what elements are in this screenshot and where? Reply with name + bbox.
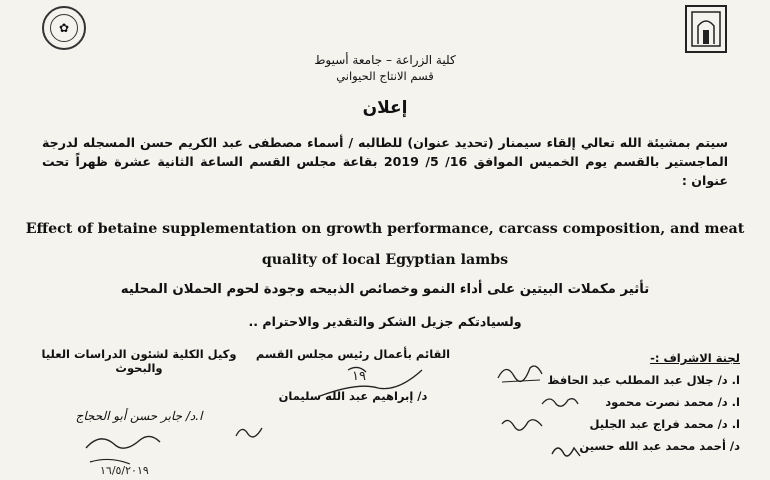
supervising-committee — [450, 347, 740, 457]
page-title: إعلان — [362, 98, 408, 118]
committee-signature-4 — [548, 440, 584, 462]
head-of-department-title: القائم بأعمال رئيس مجلس القسم — [255, 347, 451, 361]
head-of-department-signature — [318, 362, 428, 402]
faculty-university-name: كلية الزراعة – جامعة أسيوط — [314, 53, 456, 67]
committee-member: د/ أحمد محمد عبد الله حسين — [579, 439, 740, 453]
committee-member: ا. د/ محمد نصرت محمود — [605, 395, 740, 409]
seal-emblem-icon: ✿ — [50, 14, 78, 42]
committee-signature-2 — [540, 392, 580, 412]
announcement-body: سيتم بمشيئة الله تعالي إلقاء سيمنار (تحديد عنوان) للطالبه / أسماء مصطفى عبد الكريم حسن المسجله لدرجة الماجستير بالقسم يوم الخميس الموافق 16/ 5/ 2019 بقاعة مجلس القسم الساعة الثانية عشرة ظهراً تحت عنوان : — [42, 135, 729, 188]
vice-dean-handwritten-date: ١٦/٥/٢٠١٩ — [100, 464, 149, 477]
committee-member: ا. د/ محمد فراج عبد الجليل — [589, 417, 740, 431]
header — [0, 52, 770, 84]
vice-dean-signature — [80, 428, 190, 478]
vice-dean-title: وكيل الكلية لشئون الدراسات العليا والبحوث — [41, 347, 237, 375]
faculty-logo — [684, 4, 728, 54]
vice-dean-name: ا.د/ جابر حسن أبو الحجاج — [75, 409, 203, 423]
committee-member: ا. د/ جلال عبد المطلب عبد الحافظ — [547, 373, 740, 387]
closing-line: ولسيادتكم جزيل الشكر والتقدير والاحترام .. — [248, 314, 522, 329]
vice-dean-block — [34, 347, 244, 423]
head-of-department-name: د/ إبراهيم عبد الله سليمان — [278, 389, 428, 403]
head-of-department-handwritten-date: ١٩ — [352, 369, 366, 384]
committee-heading: لجنة الاشراف :- — [650, 351, 740, 365]
university-seal-logo — [42, 6, 86, 50]
english-seminar-title: Effect of betaine supplementation on growth performance, carcass composition, and meat quality of local Egyptian lambs — [25, 221, 745, 268]
committee-signature-1 — [496, 358, 546, 386]
committee-signature-3 — [500, 414, 544, 434]
vice-dean-initial-mark — [232, 420, 266, 444]
arabic-seminar-title: تأثير مكملات البيتين على أداء النمو وخصائص الذبيحه وجودة لحوم الحملان المحليه — [120, 282, 650, 297]
department-name: قسم الانتاج الحيواني — [336, 69, 434, 83]
